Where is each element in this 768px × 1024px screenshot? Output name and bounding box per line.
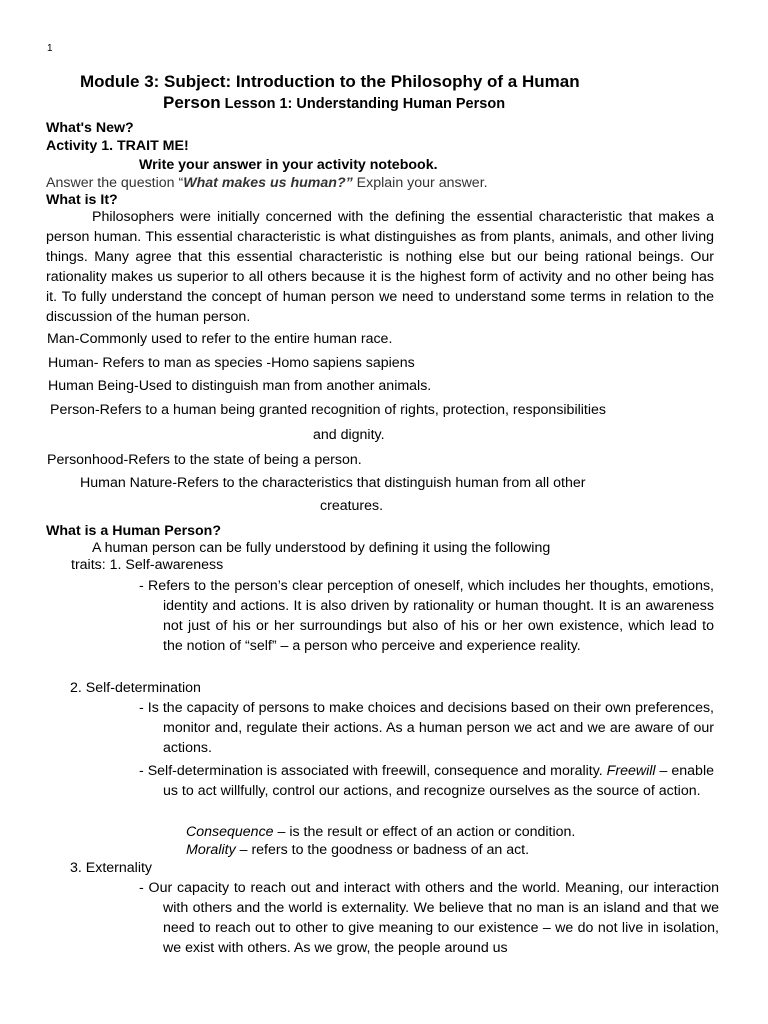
question-prefix: Answer the question “	[46, 175, 184, 191]
activity-instruction: Write your answer in your activity notebook.	[139, 157, 438, 173]
activity-heading: Activity 1. TRAIT ME!	[46, 138, 189, 154]
traits-intro-line1: A human person can be fully understood by defining it using the following	[92, 540, 551, 556]
human-person-heading: What is a Human Person?	[46, 523, 222, 539]
term-person-line2: and dignity.	[313, 427, 385, 443]
self-determination-bullet1: - Is the capacity of persons to make choices and decisions based on their own preferences, monitor and, regulate their actions. As a human person we act and we are aware of our actions.	[139, 700, 714, 756]
what-is-it-heading: What is It?	[46, 192, 118, 208]
externality-heading: 3. Externality	[70, 860, 153, 876]
lesson-title-rest: Lesson 1: Understanding Human Person	[220, 96, 506, 112]
intro-paragraph: Philosophers were initially concerned with the defining the essential characteristic that makes a person human. This essential characteristic is what distinguishes as from plants, animals, and other living things. Many agree that this essential characteristic is nothing else but our being rational beings. Our rationality makes us superior to all others because it is the highest form of activity and no other being has it. To fully understand the concept of human person we need to understand some terms in relation to the discussion of the human person.	[46, 209, 714, 325]
morality-line	[186, 840, 529, 860]
page-number: 1	[47, 43, 53, 54]
self-determination-heading: 2. Self-determination	[70, 680, 201, 696]
question-suffix: Explain your answer.	[352, 175, 488, 191]
question-emphasis: What makes us human?”	[183, 175, 353, 191]
bullet2-suffix: – enable us to act willfully, control our actions, and recognize ourselves as the source of action.	[163, 763, 714, 799]
morality-term: Morality	[186, 842, 236, 858]
self-awareness-bullet: - Refers to the person’s clear perception of oneself, which includes her thoughts, emotions, identity and actions. It is also driven by rationality or human thought. It is an awareness not just of his or her surroundings but also of his or her own existence, which lead to the notion of “self” – a person who perceive and experience reality.	[139, 578, 714, 654]
term-person-line1: Person-Refers to a human being granted recognition of rights, protection, responsibilities	[50, 402, 606, 418]
bullet2-prefix: - Self-determination is associated with freewill, consequence and morality.	[139, 763, 607, 779]
consequence-term: Consequence	[186, 824, 274, 840]
term-personhood: Personhood-Refers to the state of being a person.	[47, 452, 362, 468]
term-man: Man-Commonly used to refer to the entire human race.	[47, 331, 393, 347]
consequence-line	[186, 822, 575, 842]
term-nature-line2: creatures.	[320, 498, 384, 514]
self-determination-bullet2	[139, 761, 714, 801]
traits-intro-line2: traits: 1. Self-awareness	[71, 557, 224, 573]
freewill-term: Freewill	[606, 763, 656, 779]
externality-bullet: - Our capacity to reach out and interact with others and the world. Meaning, our interaction with others and the world is externality. We believe that no man is an island and that we need to reach out to other to give meaning to our existence – we do not live in isolation, we exist with others. As we grow, the people around us	[139, 880, 719, 956]
consequence-def: – is the result or effect of an action or condition.	[273, 824, 576, 840]
term-nature-line1: Human Nature-Refers to the characteristics that distinguish human from all other	[80, 475, 586, 491]
module-title: Module 3: Subject: Introduction to the Philosophy of a Human	[80, 72, 580, 91]
lesson-title-person: Person	[163, 93, 221, 112]
whats-new-heading: What's New?	[46, 120, 134, 136]
term-human-being: Human Being-Used to distinguish man from another animals.	[48, 378, 432, 394]
morality-def: – refers to the goodness or badness of an act.	[235, 842, 530, 858]
term-human: Human- Refers to man as species -Homo sapiens sapiens	[48, 355, 415, 371]
lesson-title	[163, 93, 505, 114]
